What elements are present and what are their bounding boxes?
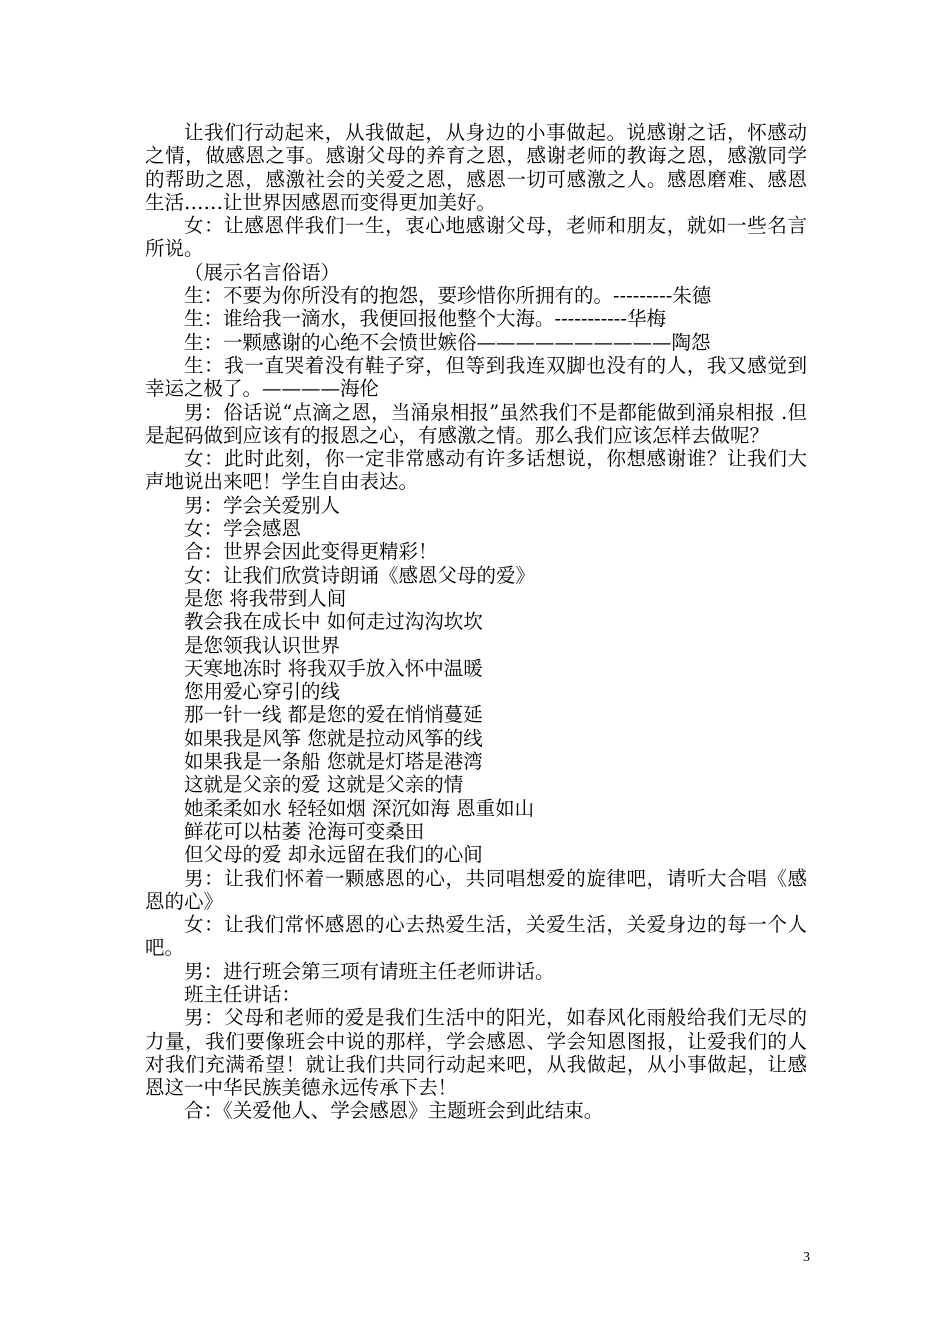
paragraph-male-conclusion: 男：父母和老师的爱是我们生活中的阳光，如春风化雨般给我们无尽的力量，我们要像班会中说的那样，学会感恩、学会知恩图报，让爱我们的人对我们充满希望！就让我们共同行动起来吧，从我做起，从小事做起，让感恩这一中华民族美德永远传承下去！	[145, 1006, 807, 1100]
paragraph-intro: 让我们行动起来，从我做起，从身边的小事做起。说感谢之话，怀感动之情，做感恩之事。感谢父母的养育之恩，感谢老师的教诲之恩，感激同学的帮助之恩，感激社会的关爱之恩，感恩一切可感激之人。感恩磨难、感恩生活……让世界因感恩而变得更加美好。	[145, 121, 807, 214]
quote-hai-lun: 生：我一直哭着没有鞋子穿，但等到我连双脚也没有的人，我又感觉到幸运之极了。————海伦	[145, 353, 807, 401]
paragraph-female-love-life: 女：让我们常怀感恩的心去热爱生活，关爱生活，关爱身边的每一个人吧。	[145, 913, 807, 960]
quote-zhu-de: 生：不要为你所没有的抱怨，要珍惜你所拥有的。---------朱德	[184, 284, 712, 308]
poem-line: 鲜花可以枯萎 沧海可变桑田	[184, 819, 425, 843]
poem-line: 她柔柔如水 轻轻如烟 深沉如海 恩重如山	[184, 796, 535, 820]
line-male-teacher: 男：进行班会第三项有请班主任老师讲话。	[184, 959, 555, 983]
poem-line: 那一针一线 都是您的爱在悄悄蔓延	[184, 703, 483, 727]
document-body	[145, 121, 807, 1123]
poem-line: 但父母的爱 却永远留在我们的心间	[184, 843, 483, 867]
page-number: 3	[803, 1250, 810, 1265]
line-teacher-speech: 班主任讲话：	[184, 982, 302, 1006]
poem-block	[145, 587, 807, 867]
quote-tao-yuan: 生：一颗感谢的心绝不会愤世嫉俗——————————陶怨	[184, 330, 711, 354]
line-together-world: 合：世界会因此变得更精彩！	[184, 540, 438, 564]
poem-line: 是您领我认识世界	[184, 633, 341, 657]
poem-line: 教会我在成长中 如何走过沟沟坎坎	[184, 610, 483, 634]
poem-line: 天寒地冻时 将我双手放入怀中温暖	[184, 656, 483, 680]
poem-line: 您用爱心穿引的线	[184, 680, 341, 704]
poem-line: 是您 将我带到人间	[184, 586, 347, 610]
paragraph-female-gratitude: 女：让感恩伴我们一生，衷心地感谢父母，老师和朋友，就如一些名言所说。	[145, 214, 807, 261]
paragraph-male-proverb: 男：俗话说“点滴之恩，当涌泉相报”虽然我们不是都能做到涌泉相报 .但是起码做到应该有的报恩之心，有感激之情。那么我们应该怎样去做呢？	[145, 400, 807, 447]
line-together-end: 合：《关爱他人、学会感恩》主题班会到此结束。	[184, 1099, 604, 1123]
line-female-grateful: 女：学会感恩	[184, 517, 302, 541]
poem-line: 这就是父亲的爱 这就是父亲的情	[184, 773, 464, 797]
line-female-poem-intro: 女：让我们欣赏诗朗诵《感恩父母的爱》	[184, 563, 536, 587]
paragraph-male-song: 男：让我们怀着一颗感恩的心，共同唱想爱的旋律吧，请听大合唱《感恩的心》	[145, 866, 807, 913]
poem-line: 如果我是风筝 您就是拉动风筝的线	[184, 726, 483, 750]
line-male-care: 男：学会关爱别人	[184, 493, 341, 517]
paragraph-show-quotes: （展示名言俗语）	[184, 260, 341, 284]
poem-line: 如果我是一条船 您就是灯塔是港湾	[184, 750, 483, 774]
paragraph-female-express: 女：此时此刻，你一定非常感动有许多话想说，你想感谢谁？让我们大声地说出来吧！学生自由表达。	[145, 447, 807, 494]
quote-hua-mei: 生：谁给我一滴水，我便回报他整个大海。-----------华梅	[184, 307, 666, 331]
